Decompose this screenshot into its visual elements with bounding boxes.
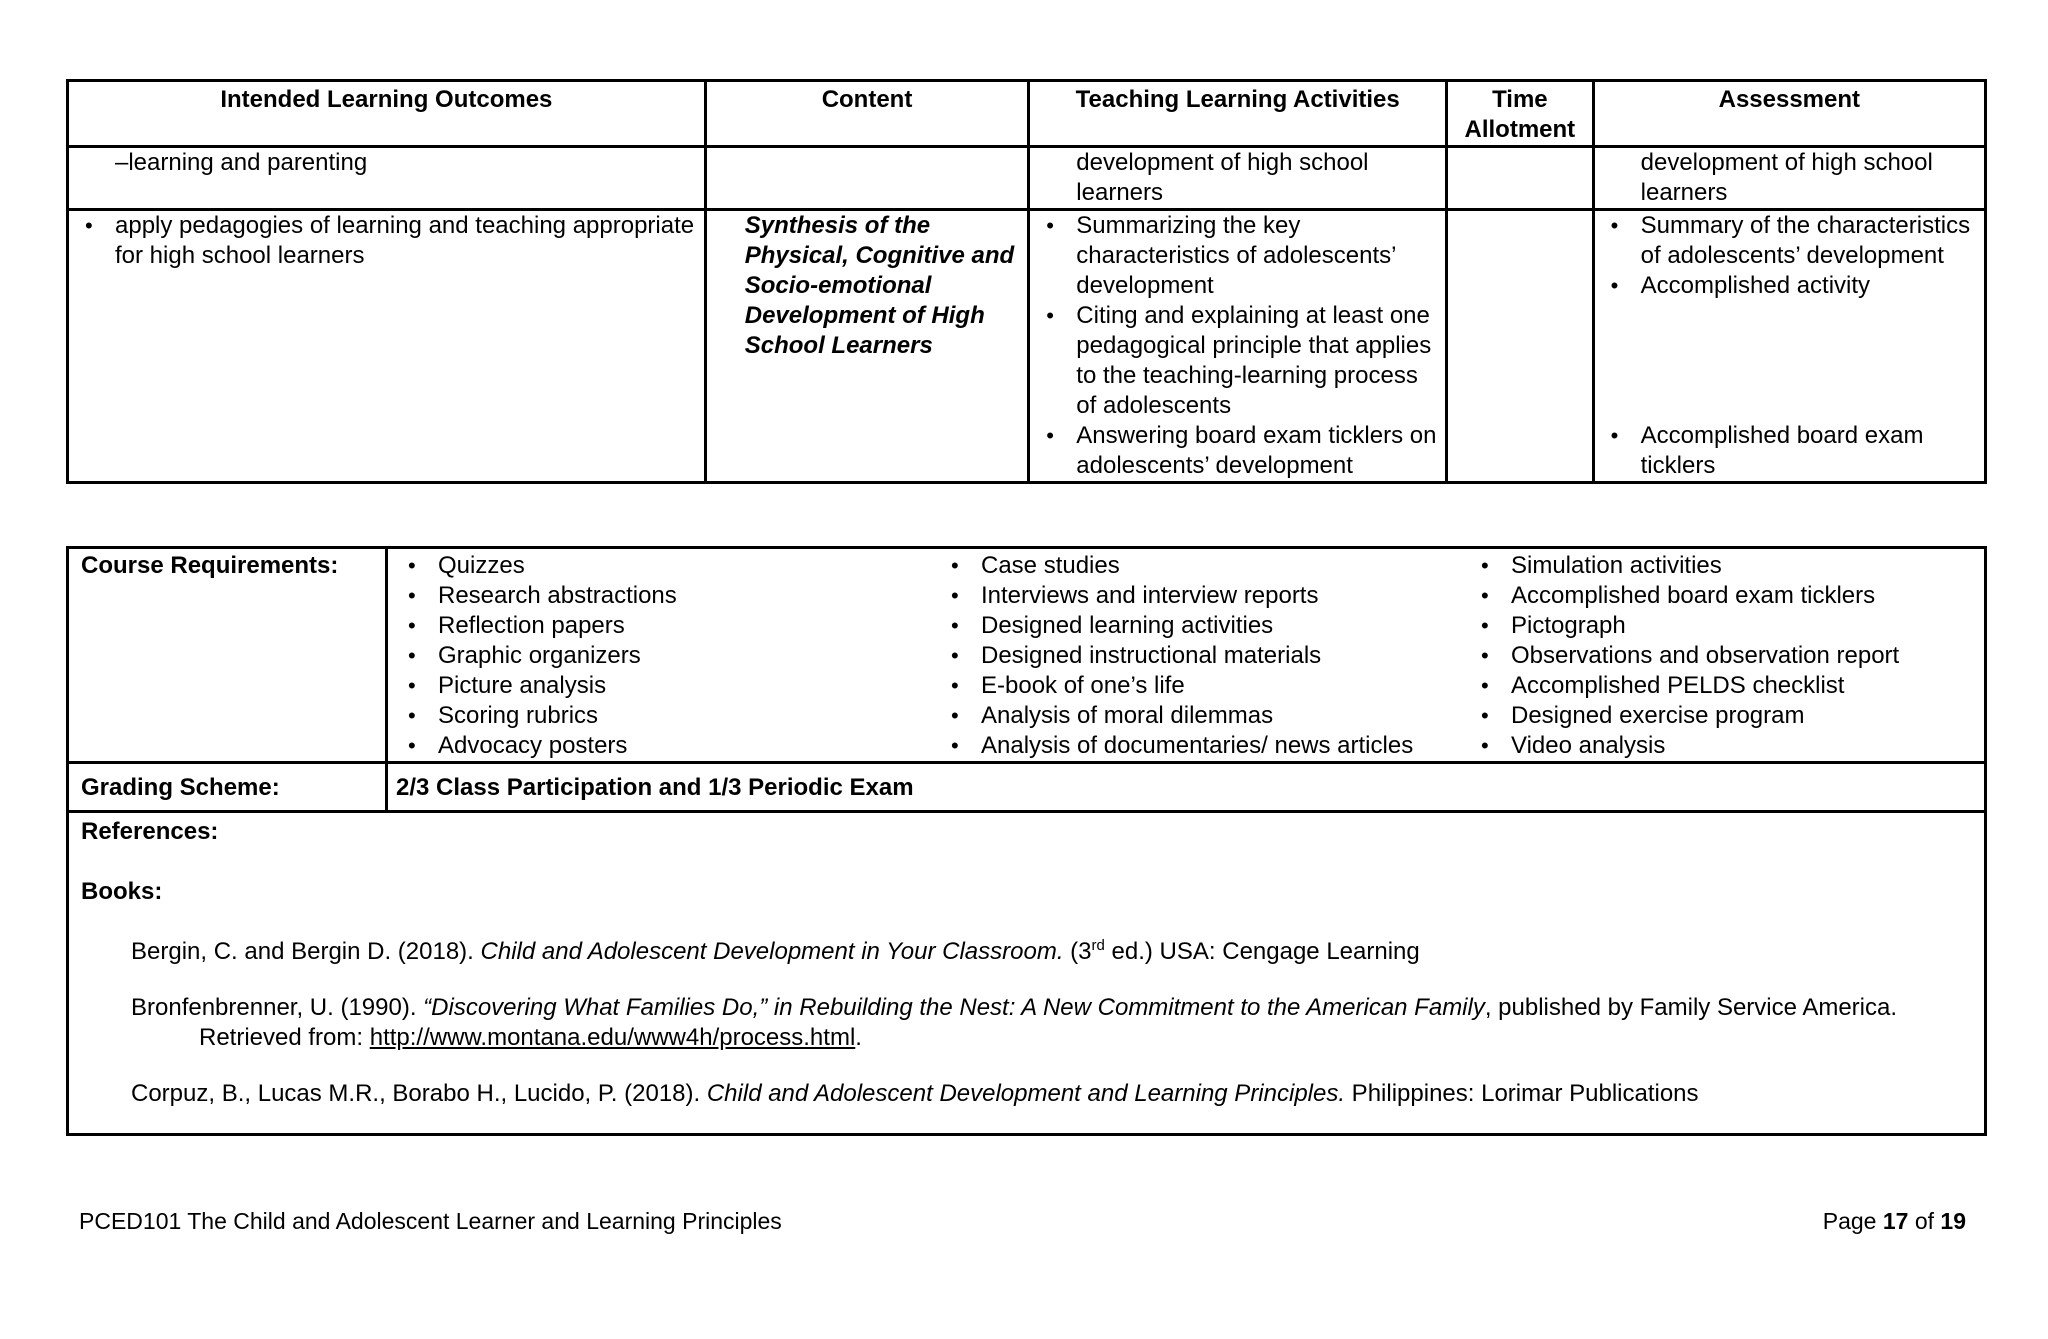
table-row — [68, 812, 1986, 1135]
row1-tla-text: development of high school learners — [1076, 149, 1369, 206]
course-requirements-cell — [387, 548, 1986, 763]
tla-list — [1038, 211, 1437, 481]
table-row — [68, 147, 1986, 210]
references-section — [68, 812, 1986, 1135]
requirements-list-1 — [388, 551, 943, 761]
current-page: 17 — [1882, 1208, 1909, 1234]
list-item: • Scoring rubrics — [400, 701, 943, 731]
total-pages: 19 — [1940, 1208, 1966, 1234]
row1-ilo-cell — [68, 147, 706, 210]
ref-edition: (3 — [1063, 938, 1092, 965]
list-item: • Picture analysis — [400, 671, 943, 701]
list-item: • Designed learning activities — [943, 611, 1473, 641]
row1-assessment-text: development of high school learners — [1640, 149, 1933, 206]
list-item: • Answering board exam ticklers on adolescents’ development — [1038, 421, 1437, 481]
reference-bergin — [81, 937, 1962, 967]
learning-outcomes-table — [66, 79, 1987, 484]
row1-time-cell — [1447, 147, 1594, 210]
ref-title: “Discovering What Families Do,” in Rebuilding the Nest: A New Commitment to the American Family — [423, 994, 1485, 1021]
list-item: • Research abstractions — [400, 581, 943, 611]
list-item: • Simulation activities — [1473, 551, 1973, 581]
references-heading: References: — [81, 818, 219, 845]
of-word: of — [1908, 1208, 1941, 1234]
grading-scheme-label: Grading Scheme: — [68, 763, 387, 812]
list-item: • Accomplished board exam ticklers — [1603, 421, 1976, 481]
footer-course-title: PCED101 The Child and Adolescent Learner and Learning Principles — [79, 1208, 782, 1234]
list-item: • Designed instructional materials — [943, 641, 1473, 671]
ref-author: Bronfenbrenner, U. (1990). — [131, 994, 424, 1021]
list-item: • Summarizing the key characteristics of adolescents’ development — [1038, 211, 1437, 301]
list-item: • Accomplished board exam ticklers — [1473, 581, 1973, 611]
course-info-table — [66, 546, 1987, 1136]
row1-assessment-cell — [1593, 147, 1985, 210]
row1-ilo-text: –learning and parenting — [115, 149, 368, 176]
row2-time-cell — [1447, 210, 1594, 483]
list-item: • Pictograph — [1473, 611, 1973, 641]
header-ilo: Intended Learning Outcomes — [68, 81, 706, 147]
books-heading: Books: — [81, 878, 163, 905]
ilo-list — [77, 211, 696, 271]
ref-publisher: , published by Family Service America. Retrieved from: — [199, 994, 1898, 1051]
list-item: • Video analysis — [1473, 731, 1973, 761]
ref-title: Child and Adolescent Development in Your Classroom. — [480, 938, 1064, 965]
list-item: • Case studies — [943, 551, 1473, 581]
header-tla: Teaching Learning Activities — [1029, 81, 1447, 147]
row2-content-cell — [705, 210, 1029, 483]
reference-bronfenbrenner — [81, 993, 1962, 1053]
row2-ilo-cell — [68, 210, 706, 483]
row1-tla-cell — [1029, 147, 1447, 210]
row2-assessment-cell — [1593, 210, 1985, 483]
ref-author: Corpuz, B., Lucas M.R., Borabo H., Lucido, P. (2018). — [131, 1080, 707, 1107]
ref-end: . — [855, 1024, 862, 1051]
list-item: • Reflection papers — [400, 611, 943, 641]
list-item: • Observations and observation report — [1473, 641, 1973, 671]
header-content: Content — [705, 81, 1029, 147]
ref-publisher: ed.) USA: Cengage Learning — [1104, 938, 1420, 965]
course-requirements-label: Course Requirements: — [68, 548, 387, 763]
table-row — [68, 548, 1986, 763]
ref-edition-sup: rd — [1091, 937, 1105, 954]
row1-content-cell — [705, 147, 1029, 210]
list-item: • E-book of one’s life — [943, 671, 1473, 701]
list-item: • Summary of the characteristics of adolescents’ development — [1603, 211, 1976, 271]
requirements-list-3 — [1473, 551, 1973, 761]
header-assessment: Assessment — [1593, 81, 1985, 147]
list-item: • Accomplished activity — [1603, 271, 1976, 301]
list-item: • Designed exercise program — [1473, 701, 1973, 731]
ref-author: Bergin, C. and Bergin D. (2018). — [131, 938, 481, 965]
reference-link[interactable]: http://www.montana.edu/www4h/process.html — [369, 1024, 856, 1051]
ref-title: Child and Adolescent Development and Learning Principles. — [706, 1080, 1346, 1107]
list-item: • Graphic organizers — [400, 641, 943, 671]
list-item: • Interviews and interview reports — [943, 581, 1473, 611]
list-item: • Analysis of documentaries/ news articles — [943, 731, 1473, 761]
list-item: • Citing and explaining at least one pedagogical principle that applies to the teaching-learning process of adolescents — [1038, 301, 1437, 421]
grading-scheme-value: 2/3 Class Participation and 1/3 Periodic Exam — [387, 763, 1986, 812]
row2-tla-cell — [1029, 210, 1447, 483]
list-item: • Analysis of moral dilemmas — [943, 701, 1473, 731]
list-item: • Quizzes — [400, 551, 943, 581]
list-item: • apply pedagogies of learning and teaching appropriate for high school learners — [77, 211, 696, 271]
footer-page-number — [1823, 1206, 1966, 1236]
assessment-list — [1603, 211, 1976, 481]
list-item: • Accomplished PELDS checklist — [1473, 671, 1973, 701]
header-time: Time Allotment — [1447, 81, 1594, 147]
table-header-row — [68, 81, 1986, 147]
ref-publisher: Philippines: Lorimar Publications — [1345, 1080, 1699, 1107]
requirements-list-2 — [943, 551, 1473, 761]
list-item: • Advocacy posters — [400, 731, 943, 761]
table-row — [68, 763, 1986, 812]
page-word: Page — [1822, 1208, 1883, 1234]
table-row — [68, 210, 1986, 483]
course-requirements-columns — [388, 551, 1984, 761]
content-topic: Synthesis of the Physical, Cognitive and Socio-emotional Development of High School Learners — [744, 212, 1015, 359]
reference-corpuz — [81, 1079, 1962, 1109]
